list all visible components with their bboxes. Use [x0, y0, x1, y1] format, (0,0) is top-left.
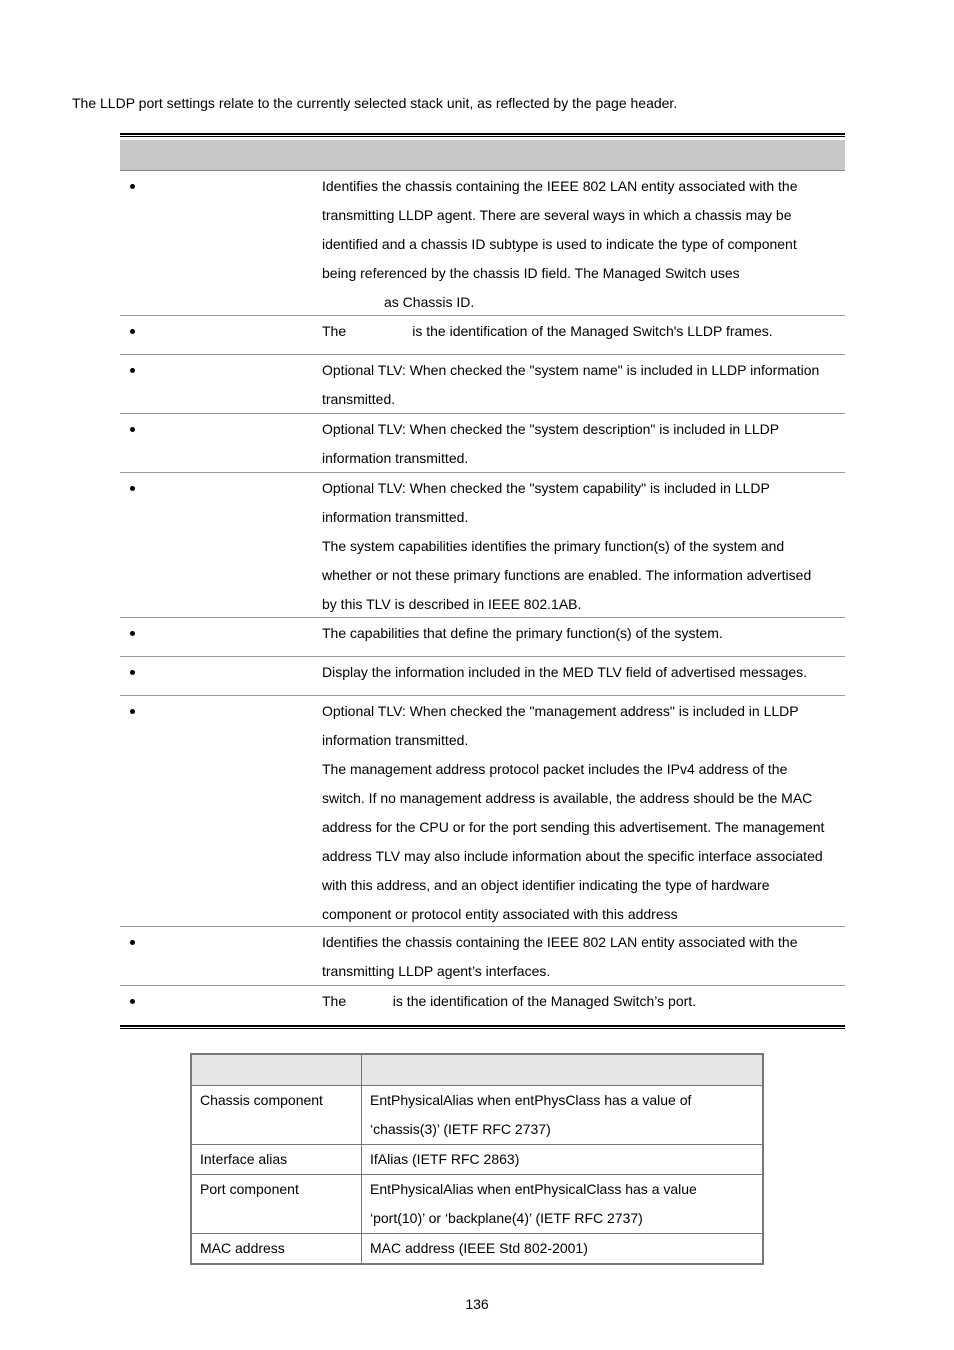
row-description: [322, 172, 839, 317]
table-row: [120, 696, 845, 927]
description-line: information transmitted.: [322, 450, 469, 466]
subtype-name: Chassis component: [191, 1086, 362, 1145]
description-line: being referenced by the chassis ID field. The Managed Switch uses: [322, 265, 740, 281]
subtype-element: [362, 1175, 764, 1234]
row-description: [322, 987, 839, 1016]
bullet-icon: [130, 670, 135, 675]
table-row: [120, 414, 845, 473]
bullet-icon: [130, 368, 135, 373]
description-line: transmitted.: [322, 391, 396, 407]
table-top-rule: [120, 133, 845, 135]
description-line: address TLV may also include information about the specific interface associated: [322, 848, 823, 864]
element-line: EntPhysicalAlias when entPhysClass has a value of: [370, 1092, 692, 1108]
table-body: [120, 171, 845, 1025]
row-description: [322, 658, 839, 687]
bullet-icon: [130, 329, 135, 334]
description-line: The is the identification of the Managed Switch's LLDP frames.: [322, 323, 773, 339]
description-line: Optional TLV: When checked the "system description" is included in LLDP: [322, 421, 780, 437]
description-line: information transmitted.: [322, 732, 469, 748]
description-line: transmitting LLDP agent. There are several ways in which a chassis may be: [322, 207, 792, 223]
row-description: [322, 619, 839, 648]
element-line: IfAlias (IETF RFC 2863): [370, 1151, 520, 1167]
subtype-element: [362, 1086, 764, 1145]
table-row: [120, 473, 845, 618]
row-description: [322, 317, 839, 346]
description-line: address for the CPU or for the port sending this advertisement. The management: [322, 819, 825, 835]
chassis-id-subtype-table: [190, 1053, 764, 1265]
bullet-icon: [130, 940, 135, 945]
page-number: 136: [465, 1296, 489, 1312]
table-row: [120, 927, 845, 986]
description-line: The capabilities that define the primary function(s) of the system.: [322, 625, 723, 641]
description-line: Optional TLV: When checked the "system name" is included in LLDP information: [322, 362, 820, 378]
table-row: [120, 986, 845, 1025]
description-line: whether or not these primary functions are enabled. The information advertised: [322, 567, 812, 583]
description-line: Optional TLV: When checked the "system capability" is included in LLDP: [322, 480, 770, 496]
row-description: [322, 356, 839, 414]
bullet-icon: [130, 631, 135, 636]
table-row: [120, 355, 845, 414]
subtype-element: [362, 1234, 764, 1265]
subtype-name: MAC address: [191, 1234, 362, 1265]
table-header: [120, 140, 845, 171]
bullet-icon: [130, 486, 135, 491]
table-row: [120, 657, 845, 696]
sub-table-header: [191, 1054, 763, 1086]
table-row: [120, 171, 845, 316]
element-line: ‘chassis(3)’ (IETF RFC 2737): [370, 1121, 551, 1137]
bullet-icon: [130, 709, 135, 714]
table-bottom-rule: [120, 1025, 845, 1027]
element-line: EntPhysicalAlias when entPhysicalClass has a value: [370, 1181, 697, 1197]
bullet-icon: [130, 184, 135, 189]
parameter-table: [120, 133, 845, 1029]
subtype-name: Interface alias: [191, 1145, 362, 1175]
description-line: Identifies the chassis containing the IEEE 802 LAN entity associated with the: [322, 178, 798, 194]
element-line: ‘port(10)’ or ‘backplane(4)’ (IETF RFC 2737): [370, 1210, 643, 1226]
sub-table-row: [191, 1145, 763, 1175]
bullet-icon: [130, 999, 135, 1004]
bullet-icon: [130, 427, 135, 432]
description-line: transmitting LLDP agent’s interfaces.: [322, 963, 551, 979]
description-line: The management address protocol packet includes the IPv4 address of the: [322, 761, 788, 777]
description-line: Optional TLV: When checked the "management address" is included in LLDP: [322, 703, 799, 719]
row-description: [322, 928, 839, 986]
description-line: switch. If no management address is available, the address should be the MAC: [322, 790, 813, 806]
intro-text: The LLDP port settings relate to the currently selected stack unit, as reflected by the page header.: [72, 95, 678, 111]
sub-table-row: [191, 1234, 763, 1265]
description-line: component or protocol entity associated with this address: [322, 906, 678, 922]
table-row: [120, 316, 845, 355]
row-description: [322, 697, 839, 929]
table-row: [120, 618, 845, 657]
row-description: [322, 415, 839, 473]
description-line: The is the identification of the Managed Switch’s port.: [322, 993, 697, 1009]
description-line: identified and a chassis ID subtype is used to indicate the type of component: [322, 236, 797, 252]
subtype-element: [362, 1145, 764, 1175]
row-description: [322, 474, 839, 619]
description-line: by this TLV is described in IEEE 802.1AB.: [322, 596, 582, 612]
sub-table-row: [191, 1086, 763, 1145]
description-line: as Chassis ID.: [384, 294, 475, 310]
sub-table-row: [191, 1175, 763, 1234]
description-line: information transmitted.: [322, 509, 469, 525]
description-line: Identifies the chassis containing the IEEE 802 LAN entity associated with the: [322, 934, 798, 950]
description-line: The system capabilities identifies the primary function(s) of the system and: [322, 538, 785, 554]
element-line: MAC address (IEEE Std 802-2001): [370, 1240, 588, 1256]
description-line: Display the information included in the MED TLV field of advertised messages.: [322, 664, 808, 680]
description-line: with this address, and an object identifier indicating the type of hardware: [322, 877, 770, 893]
subtype-name: Port component: [191, 1175, 362, 1234]
